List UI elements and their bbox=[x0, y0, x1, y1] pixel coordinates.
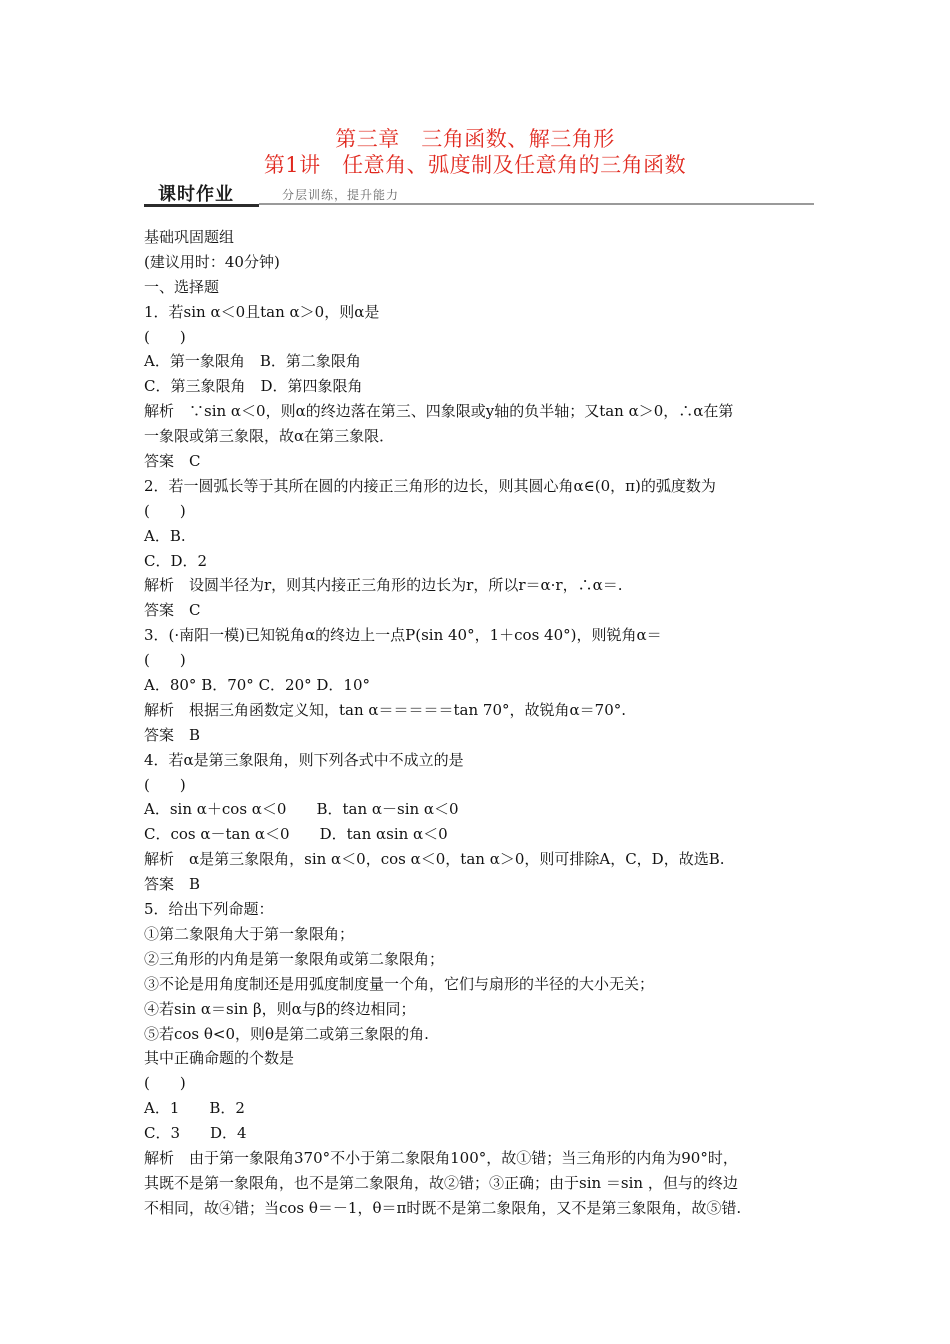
solution-text: 解析 由于第一象限角370°不小于第二象限角100°，故①错；当三角形的内角为90°时， bbox=[144, 1148, 738, 1167]
options-row: A．sin α＋cos α＜0 B．tan α－sin α＜0 bbox=[144, 800, 459, 819]
banner-divider bbox=[259, 203, 814, 205]
proposition-item: ②三角形的内角是第一象限角或第二象限角； bbox=[144, 949, 445, 968]
options-row: A．第一象限角 B．第二象限角 bbox=[144, 352, 361, 371]
solution-text: 解析 设圆半径为r，则其内接正三角形的边长为r，所以r＝α·r，∴α＝. bbox=[144, 576, 623, 595]
answer-blank: ( ) bbox=[144, 651, 186, 670]
banner-subtitle: 分层训练，提升能力 bbox=[282, 188, 400, 202]
question-3: 3．(·南阳一模)已知锐角α的终边上一点P(sin 40°，1＋cos 40°)，则锐角α＝ bbox=[144, 626, 662, 645]
question-prompt: 其中正确命题的个数是 bbox=[144, 1049, 295, 1068]
chapter-title: 第三章 三角函数、解三角形 bbox=[335, 127, 615, 151]
time-suggestion: (建议用时：40分钟) bbox=[144, 252, 280, 271]
question-5: 5．给出下列命题： bbox=[144, 900, 274, 919]
question-4: 4．若α是第三象限角，则下列各式中不成立的是 bbox=[144, 750, 464, 769]
question-2: 2．若一圆弧长等于其所在圆的内接正三角形的边长，则其圆心角α∈(0，π)的弧度数为 bbox=[144, 476, 716, 495]
solution-text: 一象限或第三象限，故α在第三象限． bbox=[144, 427, 395, 446]
question-1: 1．若sin α＜0且tan α＞0，则α是 bbox=[144, 302, 380, 321]
options-row: C．cos α－tan α＜0 D．tan αsin α＜0 bbox=[144, 825, 448, 844]
solution-text: 解析 根据三角函数定义知，tan α＝＝＝＝＝tan 70°，故锐角α＝70°. bbox=[144, 700, 627, 719]
answer-blank: ( ) bbox=[144, 501, 186, 520]
solution-text: 解析 ∵sin α＜0，则α的终边落在第三、四象限或y轴的负半轴；又tan α＞0，∴α在第 bbox=[144, 402, 734, 421]
lesson-title: 第1讲 任意角、弧度制及任意角的三角函数 bbox=[263, 153, 687, 177]
options-row: A．80° B．70° C．20° D．10° bbox=[144, 676, 371, 695]
banner-title: 课时作业 bbox=[158, 184, 234, 205]
solution-text: 不相同，故④错；当cos θ＝－1，θ＝π时既不是第二象限角，又不是第三象限角，故⑤错. bbox=[144, 1198, 742, 1217]
options-row: C．D．2 bbox=[144, 551, 208, 570]
answer-line: 答案 B bbox=[144, 725, 201, 744]
proposition-item: ③不论是用角度制还是用弧度制度量一个角，它们与扇形的半径的大小无关； bbox=[144, 974, 655, 993]
answer-blank: ( ) bbox=[144, 775, 186, 794]
proposition-item: ①第二象限角大于第一象限角； bbox=[144, 924, 355, 943]
solution-text: 其既不是第一象限角，也不是第二象限角，故②错；③正确；由于sin ＝sin ，但与的终边 bbox=[144, 1173, 738, 1192]
proposition-item: ④若sin α＝sin β，则α与β的终边相同； bbox=[144, 999, 416, 1018]
section-choice-heading: 一、选择题 bbox=[144, 277, 220, 296]
options-row: C．第三象限角 D．第四象限角 bbox=[144, 377, 363, 396]
proposition-item: ⑤若cos θ<0，则θ是第二或第三象限的角. bbox=[144, 1024, 429, 1043]
answer-line: 答案 C bbox=[144, 601, 201, 620]
section-heading: 基础巩固题组 bbox=[144, 228, 235, 246]
solution-text: 解析 α是第三象限角，sin α＜0，cos α＜0，tan α＞0，则可排除A，C，D，故选B. bbox=[144, 850, 725, 869]
options-row: A．1 B．2 bbox=[144, 1099, 245, 1118]
answer-blank: ( ) bbox=[144, 327, 186, 346]
options-row: C．3 D．4 bbox=[144, 1124, 247, 1143]
exercise-body bbox=[144, 225, 824, 1221]
options-row: A．B. bbox=[144, 526, 186, 545]
answer-line: 答案 B bbox=[144, 875, 201, 894]
answer-blank: ( ) bbox=[144, 1074, 186, 1093]
answer-line: 答案 C bbox=[144, 452, 201, 471]
homework-banner bbox=[144, 180, 814, 208]
